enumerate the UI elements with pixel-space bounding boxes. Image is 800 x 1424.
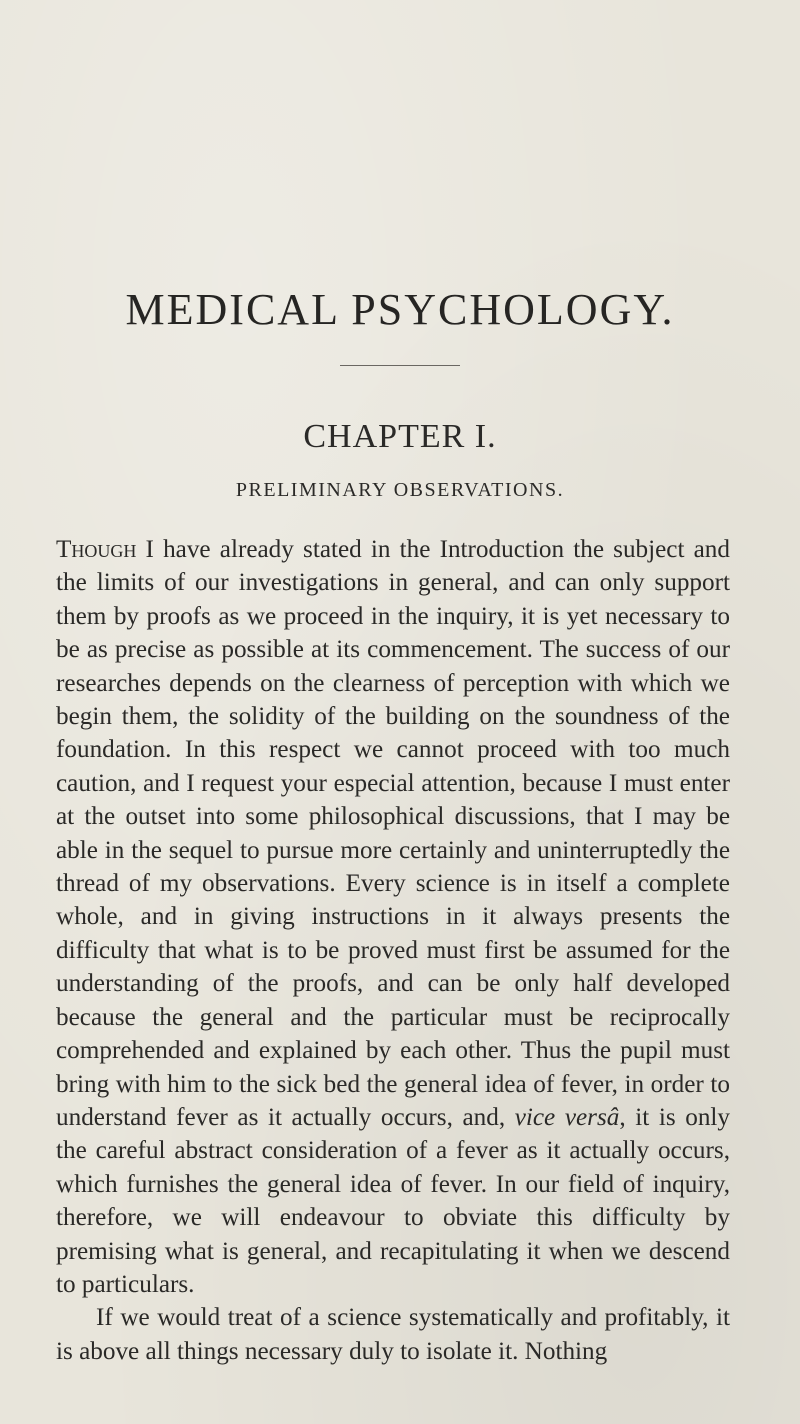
title-rule <box>340 365 460 366</box>
paragraph-1-first-word: Though <box>56 536 137 563</box>
paragraph-1 <box>56 533 730 1301</box>
chapter-heading: CHAPTER I. <box>303 418 497 455</box>
paragraph-1-text-b: , it is only the careful abstract consideration of a fever as it actually occurs, which furnishes the general idea of fever. In our field of inquiry, therefore, we will endeavour to obviate this difficulty by premising what is general, and recapitulating it when we descend to particulars. <box>56 1103 731 1298</box>
body-text <box>56 533 730 1368</box>
book-title: MEDICAL PSYCHOLOGY. <box>125 285 675 334</box>
section-title: PRELIMINARY OBSERVATIONS. <box>235 479 565 501</box>
paragraph-1-text-a: I have already stated in the Introduction the subject and the limits of our investigations in general, and can only support them by proofs as we proceed in the inquiry, it is yet necessary to be as precise as possible at its commencement. The success of our researches depends on the clearness of perception with which we begin them, the solidity of the building on the soundness of the foundation. In this respect we cannot proceed with too much caution, and I request your especial attention, because I must enter at the outset into some philosophical discussions, that I may be able in the sequel to pursue more certainly and uninterruptedly the thread of my observations. Every science is in itself a complete whole, and in giving instructions in it always presents the difficulty that what is to be proved must first be assumed for the understanding of the proofs, and can be only half developed because the general and the particular must be reciprocally comprehended and explained by each other. Thus the pupil must bring with him to the sick bed the general idea of fever, in order to understand fever as it actually occurs, and, <box>56 536 730 1131</box>
paragraph-2: If we would treat of a science systematically and profitably, it is above all things necessary duly to isolate it. Nothing <box>56 1304 730 1365</box>
paragraph-1-italic: vice versâ <box>514 1103 620 1131</box>
